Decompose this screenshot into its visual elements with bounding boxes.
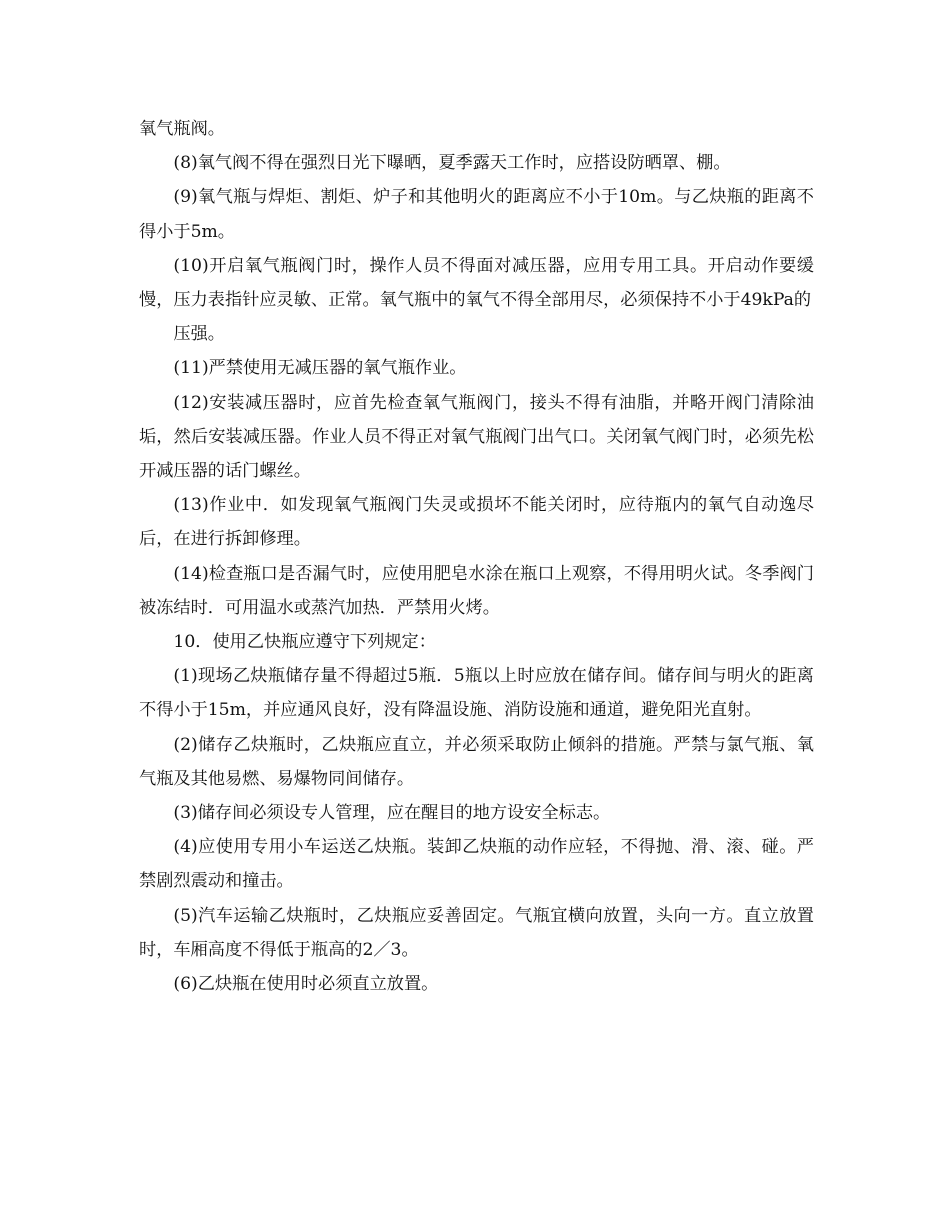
paragraph-9: 10．使用乙快瓶应遵守下列规定：	[173, 632, 436, 653]
paragraph-12: (3)储存间必须设专人管理，应在醒目的地方设安全标志。	[173, 803, 611, 824]
paragraph-2: (9)氧气瓶与焊炬、割炬、炉子和其他明火的距离应不小于10m。与乙炔瓶的距离不得小于5m。	[139, 187, 814, 242]
paragraph-4: 压强。	[173, 324, 225, 345]
paragraph-1: (8)氧气阀不得在强烈日光下曝晒，夏季露天工作时，应搭设防晒罩、棚。	[173, 153, 731, 174]
document-body	[139, 112, 814, 1001]
paragraph-13: (4)应使用专用小车运送乙炔瓶。装卸乙炔瓶的动作应轻，不得抛、滑、滚、碰。严禁剧烈震动和撞击。	[139, 837, 814, 892]
paragraph-7: (13)作业中．如发现氧气瓶阀门失灵或损坏不能关闭时，应待瓶内的氧气自动逸尽后，在进行拆卸修理。	[139, 495, 814, 550]
paragraph-8: (14)检查瓶口是否漏气时，应使用肥皂水涂在瓶口上观察，不得用明火试。冬季阀门被冻结时．可用温水或蒸汽加热．严禁用火烤。	[139, 563, 814, 618]
paragraph-5: (11)严禁使用无减压器的氧气瓶作业。	[173, 358, 467, 379]
paragraph-6: (12)安装减压器时，应首先检查氧气瓶阀门，接头不得有油脂，并略开阀门清除油垢，然后安装减压器。作业人员不得正对氧气瓶阀门出气口。关闭氧气阀门时，必须先松开减压器的话门螺丝。	[139, 392, 814, 482]
paragraph-11: (2)储存乙炔瓶时，乙炔瓶应直立，并必须采取防止倾斜的措施。严禁与氯气瓶、氧气瓶及其他易燃、易爆物同间储存。	[139, 734, 814, 789]
paragraph-14: (5)汽车运输乙炔瓶时，乙炔瓶应妥善固定。气瓶宜横向放置，头向一方。直立放置时，车厢高度不得低于瓶高的2／3。	[139, 905, 814, 960]
paragraph-10: (1)现场乙炔瓶储存量不得超过5瓶．5瓶以上时应放在储存间。储存间与明火的距离不得小于15m，并应通风良好，没有降温设施、消防设施和通道，避免阳光直射。	[139, 666, 814, 721]
paragraph-15: (6)乙炔瓶在使用时必须直立放置。	[173, 974, 439, 995]
paragraph-0: 氧气瓶阀。	[139, 119, 225, 139]
paragraph-3: (10)开启氧气瓶阀门时，操作人员不得面对减压器，应用专用工具。开启动作要缓慢，压力表指针应灵敏、正常。氧气瓶中的氧气不得全部用尽，必须保持不小于49kPa的	[139, 255, 814, 311]
